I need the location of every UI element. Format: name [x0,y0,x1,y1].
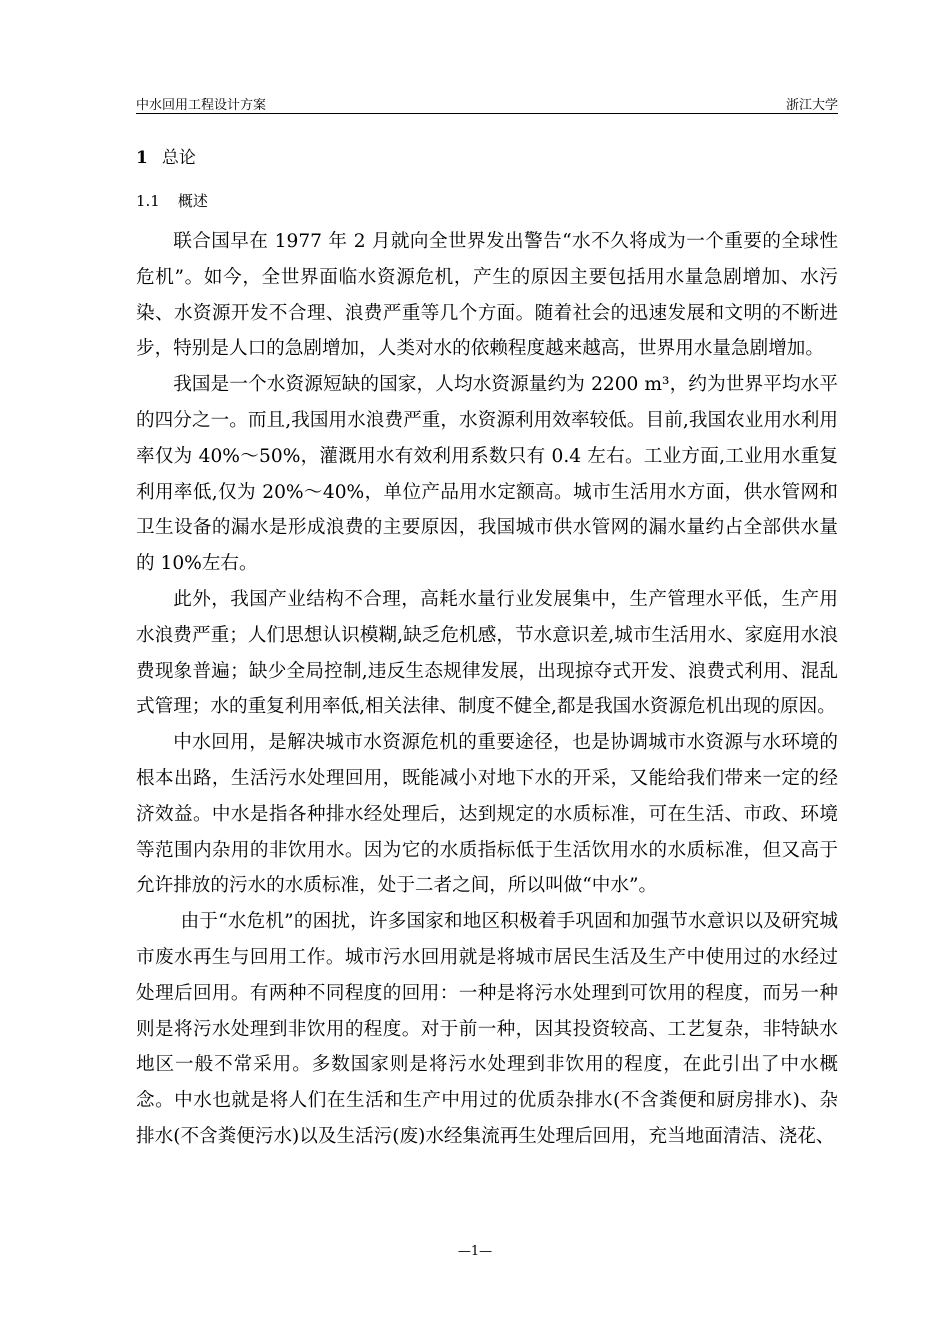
subsection-heading [136,190,208,211]
header-doc-title: 中水回用工程设计方案 [136,98,267,113]
subsection-title: 概述 [177,192,208,210]
paragraph: 联合国早在 1977 年 2 月就向全世界发出警告“水不久将成为一个重要的全球性危机”。如今，全世界面临水资源危机，产生的原因主要包括用水量急剧增加、水污染、水资源开发不合理、浪费严重等几个方面。随着社会的迅速发展和文明的不断进步，特别是人口的急剧增加，人类对水的依赖程度越来越高，世界用水量急剧增加。 [136,231,838,360]
section-number: 1 [136,148,148,168]
body-text [136,224,838,1155]
subsection-number: 1.1 [136,192,160,210]
header-rule [136,113,838,114]
header-institution: 浙江大学 [785,98,838,113]
section-title: 总论 [161,148,196,168]
paragraph: 我国是一个水资源短缺的国家，人均水资源量约为 2200 m³，约为世界平均水平的四分之一。而且,我国用水浪费严重，水资源利用效率较低。目前,我国农业用水利用率仅为 40%～50%，灌溉用水有效利用系数只有 0.4 左右。工业方面,工业用水重复利用率低,仅为 20%～40%，单位产品用水定额高。城市生活用水方面，供水管网和卫生设备的漏水是形成浪费的主要原因，我国城市供水管网的漏水量约占全部供水量的 10%左右。 [136,374,838,575]
page-number: —1— [457,1244,493,1259]
paragraph: 中水回用，是解决城市水资源危机的重要途径，也是协调城市水资源与水环境的根本出路，生活污水处理回用，既能减小对地下水的开采，又能给我们带来一定的经济效益。中水是指各种排水经处理后，达到规定的水质标准，可在生活、市政、环境等范围内杂用的非饮用水。因为它的水质指标低于生活饮用水的水质标准，但又高于允许排放的污水的水质标准，处于二者之间，所以叫做“中水”。 [136,732,838,897]
paragraph: 此外，我国产业结构不合理，高耗水量行业发展集中，生产管理水平低，生产用水浪费严重；人们思想认识模糊,缺乏危机感，节水意识差,城市生活用水、家庭用水浪费现象普遍；缺少全局控制,违反生态规律发展，出现掠夺式开发、浪费式利用、混乱式管理；水的重复利用率低,相关法律、制度不健全,都是我国水资源危机出现的原因。 [136,588,838,718]
page-header [136,92,838,112]
paragraph: 由于“水危机”的困扰，许多国家和地区积极着手巩固和加强节水意识以及研究城市废水再生与回用工作。城市污水回用就是将城市居民生活及生产中使用过的水经过处理后回用。有两种不同程度的回用：一种是将污水处理到可饮用的程度，而另一种则是将污水处理到非饮用的程度。对于前一种，因其投资较高、工艺复杂，非特缺水地区一般不常采用。多数国家则是将污水处理到非饮用的程度，在此引出了中水概念。中水也就是将人们在生活和生产中用过的优质杂排水(不含粪便和厨房排水)、杂排水(不含粪便污水)以及生活污(废)水经集流再生处理后回用，充当地面清洁、浇花、 [136,911,838,1147]
section-heading [136,143,196,168]
